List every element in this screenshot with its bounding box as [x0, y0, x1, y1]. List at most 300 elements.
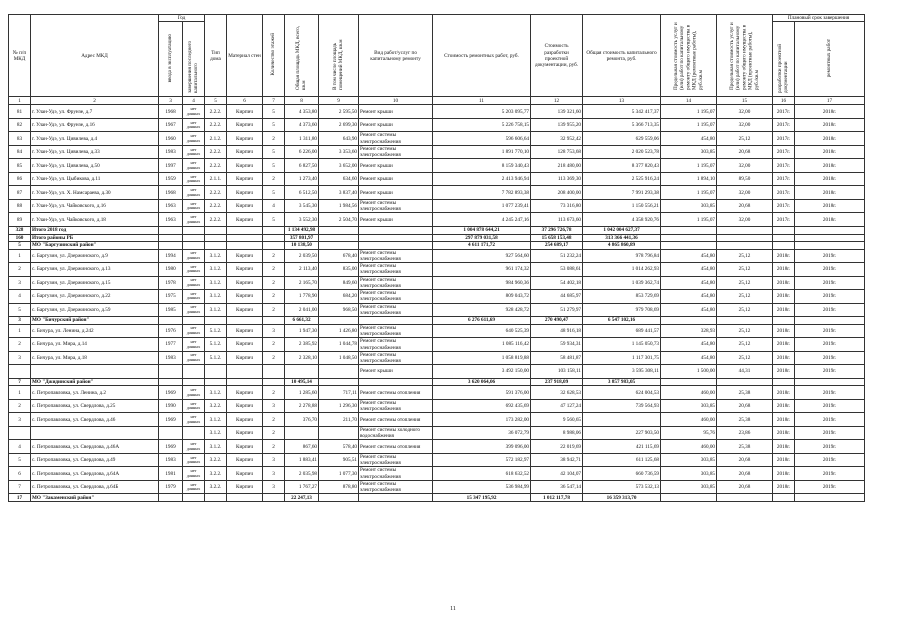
cell-floors — [263, 242, 285, 250]
column-number: 2 — [31, 97, 159, 105]
table-row — [9, 159, 865, 173]
cell-cost-repair: 36 072,79 — [433, 426, 531, 440]
col-num-header: № п/п МКД — [9, 15, 31, 97]
table-row — [9, 276, 865, 290]
column-number: 16 — [773, 97, 795, 105]
cell-cost-total: 421 115,69 — [583, 440, 661, 454]
cell-limit-design — [717, 378, 773, 386]
cell-plan-repair: 2019г. — [795, 324, 865, 338]
cell-limit-design: 25,12 — [717, 249, 773, 263]
cell-limit-repair: 460,00 — [661, 386, 717, 400]
cell-area-total: 1 883,41 — [285, 453, 319, 467]
cell-area-res — [319, 378, 359, 386]
col-limit1-header: Предельная стоимость услуг и (или) работ по капитальному ремонту общего имущества в МКД (ремонтные работы), руб./кв.м — [661, 15, 717, 97]
cell-work-kind: Ремонт системы электроснабжения — [359, 249, 433, 263]
cell-wall-material — [227, 242, 263, 250]
cell-cost-repair: 5 203 095,77 — [433, 105, 531, 119]
cell-limit-repair: 303,85 — [661, 453, 717, 467]
cell-limit-repair: 1 195,07 — [661, 159, 717, 173]
cell-cost-design: 51 232,24 — [531, 249, 583, 263]
cell-wall-material — [227, 234, 263, 242]
cell-cost-design: 32 628,53 — [531, 386, 583, 400]
cell-area-res: 968,50 — [319, 303, 359, 317]
cell-wall-material: Кирпич — [227, 399, 263, 413]
cell-house-type — [205, 317, 227, 325]
cell-limit-repair: 454,80 — [661, 249, 717, 263]
cell-cost-repair: 6 276 611,69 — [433, 317, 531, 325]
col-material-header: Материал стен — [227, 15, 263, 97]
table-row — [9, 199, 865, 213]
cell-row-num: 86 — [9, 172, 31, 186]
cell-cost-repair: 297 879 031,58 — [433, 234, 531, 242]
total-row — [9, 494, 865, 502]
cell-cost-total: 5 342 417,37 — [583, 105, 661, 119]
cell-limit-design: 44,31 — [717, 365, 773, 379]
cell-cost-design: 42 104,07 — [531, 467, 583, 481]
column-number: 9 — [319, 97, 359, 105]
cell-plan-design: 2018г. — [773, 303, 795, 317]
cell-limit-repair — [661, 317, 717, 325]
cell-year-built: 1977 — [159, 338, 183, 352]
cell-area-res — [319, 317, 359, 325]
cell-area-total: 6 226,00 — [285, 145, 319, 159]
cell-plan-repair — [795, 234, 865, 242]
cell-row-num: 7 — [9, 480, 31, 494]
cell-wall-material: Кирпич — [227, 105, 263, 119]
cell-plan-repair: 2019г. — [795, 290, 865, 304]
col-address-header: Адрес МКД — [31, 15, 159, 97]
cell-year-built: 1978 — [159, 276, 183, 290]
cell-plan-design: 2018г. — [773, 467, 795, 481]
cell-work-kind: Ремонт системы электроснабжения — [359, 145, 433, 159]
cell-cost-total: 1 039 362,74 — [583, 276, 661, 290]
cell-plan-repair: 2019г. — [795, 365, 865, 379]
cell-year-built: 1983 — [159, 145, 183, 159]
col-plan-design-header: разработки проектной документации — [773, 22, 795, 97]
cell-area-res — [319, 365, 359, 379]
cell-work-kind — [359, 242, 433, 250]
cell-row-num: 17 — [9, 494, 31, 502]
cell-year-last — [183, 234, 205, 242]
col-plan-group-header: Плановый срок завершения — [773, 15, 865, 22]
cell-work-kind: Ремонт системы электроснабжения — [359, 351, 433, 365]
cell-area-total: 3 545,30 — [285, 199, 319, 213]
column-number: 3 — [159, 97, 183, 105]
col-plan-repair-header: ремонтных работ — [795, 22, 865, 97]
cell-year-last: нет данных — [183, 480, 205, 494]
cell-year-built — [159, 494, 183, 502]
cell-limit-repair: 454,80 — [661, 132, 717, 146]
cell-house-type — [205, 494, 227, 502]
cell-cost-total: 1 042 004 627,37 — [583, 226, 661, 234]
cell-wall-material: Кирпич — [227, 249, 263, 263]
cell-cost-design: 58 481,87 — [531, 351, 583, 365]
table-row — [9, 172, 865, 186]
cell-floors: 2 — [263, 303, 285, 317]
cell-cost-design: 32 952,42 — [531, 132, 583, 146]
cell-house-type: 3.1.2. — [205, 303, 227, 317]
cell-year-built: 1985 — [159, 303, 183, 317]
cell-year-last — [183, 426, 205, 440]
cell-row-num: 1 — [9, 386, 31, 400]
cell-cost-total: 6 547 102,16 — [583, 317, 661, 325]
cell-plan-design: 2017г. — [773, 199, 795, 213]
cell-year-built — [159, 226, 183, 234]
cell-cost-total: 1 117 301,75 — [583, 351, 661, 365]
cell-wall-material: Кирпич — [227, 453, 263, 467]
cell-plan-repair: 2019г. — [795, 303, 865, 317]
cell-plan-repair: 2019г. — [795, 276, 865, 290]
cell-year-last: нет данных — [183, 145, 205, 159]
cell-plan-repair: 2018г. — [795, 159, 865, 173]
cell-row-num: 1 — [9, 324, 31, 338]
column-number: 17 — [795, 97, 865, 105]
cell-cost-total: 689 441,57 — [583, 324, 661, 338]
cell-address: г. Улан-Удэ, ул. Чайковского, д.16 — [31, 199, 159, 213]
cell-address: с. Баргузин, ул. Дзержинского, д.13 — [31, 263, 159, 277]
cell-year-built: 1969 — [159, 440, 183, 454]
cell-plan-repair: 2018г. — [795, 145, 865, 159]
table-row — [9, 480, 865, 494]
cell-address: г. Улан-Удэ, ул. Цыбикова, д.11 — [31, 172, 159, 186]
cell-limit-design: 25,12 — [717, 351, 773, 365]
cell-limit-repair: 303,85 — [661, 199, 717, 213]
cell-address — [31, 426, 159, 440]
cell-cost-repair: 1 891 770,10 — [433, 145, 531, 159]
col-cost-total-header: Общая стоимость капитального ремонта, руб. — [583, 15, 661, 97]
cell-cost-total: 739 564,93 — [583, 399, 661, 413]
cell-year-built — [159, 378, 183, 386]
cell-limit-design — [717, 234, 773, 242]
cell-cost-total: 1 145 050,73 — [583, 338, 661, 352]
cell-year-built: 1976 — [159, 324, 183, 338]
cell-floors: 2 — [263, 172, 285, 186]
cell-limit-design: 20,68 — [717, 399, 773, 413]
cell-cost-design: 8 988,06 — [531, 426, 583, 440]
cell-plan-repair — [795, 226, 865, 234]
cell-cost-total: 611 125,68 — [583, 453, 661, 467]
cell-plan-repair: 2018г. — [795, 199, 865, 213]
col-area-total-header: Общая площадь МКД, всего, кв.м — [285, 15, 319, 97]
cell-house-type: 3.1.2. — [205, 386, 227, 400]
cell-limit-repair: 454,80 — [661, 276, 717, 290]
cell-year-built — [159, 234, 183, 242]
cell-area-res: 717,11 — [319, 386, 359, 400]
cell-area-total: 4 373,60 — [285, 118, 319, 132]
cell-year-built: 1963 — [159, 213, 183, 227]
cell-plan-repair: 2019г. — [795, 467, 865, 481]
cell-year-last: нет данных — [183, 213, 205, 227]
cell-year-built: 1975 — [159, 290, 183, 304]
column-number: 11 — [433, 97, 531, 105]
cell-row-num: 83 — [9, 132, 31, 146]
cell-cost-design: 51 279,97 — [531, 303, 583, 317]
cell-area-res: 578,40 — [319, 440, 359, 454]
column-number: 15 — [717, 97, 773, 105]
cell-wall-material: Кирпич — [227, 386, 263, 400]
cell-cost-design: 37 296 726,78 — [531, 226, 583, 234]
cell-address: с. Петропавловка, ул. Свердлова, д.64Б — [31, 480, 159, 494]
col-year-last-header: завершения последнего капитального — [183, 22, 205, 97]
cell-limit-repair — [661, 494, 717, 502]
cell-floors: 5 — [263, 213, 285, 227]
cell-limit-repair: 1 195,07 — [661, 118, 717, 132]
cell-floors: 2 — [263, 413, 285, 427]
cell-limit-design — [717, 226, 773, 234]
cell-plan-repair: 2018г. — [795, 213, 865, 227]
cell-row-num: 87 — [9, 186, 31, 200]
cell-area-total: 1 285,60 — [285, 386, 319, 400]
cell-cost-repair: 640 525,39 — [433, 324, 531, 338]
cell-plan-design: 2018г. — [773, 290, 795, 304]
cell-cost-design: 237 918,09 — [531, 378, 583, 386]
cell-row-num — [9, 426, 31, 440]
cell-plan-design: 2018г. — [773, 386, 795, 400]
cell-work-kind: Ремонт крыши — [359, 365, 433, 379]
table-row — [9, 118, 865, 132]
cell-house-type: 3.1.2. — [205, 263, 227, 277]
cell-year-built — [159, 242, 183, 250]
cell-limit-repair: 1 195,07 — [661, 213, 717, 227]
cell-house-type: 2.1.2. — [205, 132, 227, 146]
cell-plan-repair — [795, 242, 865, 250]
cell-area-total: 1 778,90 — [285, 290, 319, 304]
cell-limit-design: 25,12 — [717, 338, 773, 352]
cell-floors — [263, 365, 285, 379]
cell-year-built: 1959 — [159, 172, 183, 186]
cell-year-built: 1960 — [159, 132, 183, 146]
total-row — [9, 234, 865, 242]
cell-wall-material: Кирпич — [227, 426, 263, 440]
cell-plan-design: 2017г. — [773, 145, 795, 159]
cell-cost-repair: 1 004 878 644,21 — [433, 226, 531, 234]
cell-cost-repair: 618 632,52 — [433, 467, 531, 481]
cell-cost-repair: 5 226 758,15 — [433, 118, 531, 132]
cell-year-last: нет данных — [183, 105, 205, 119]
cell-house-type: 3.1.2. — [205, 440, 227, 454]
cell-house-type — [205, 226, 227, 234]
col-year-built-header: ввода в эксплуатацию — [159, 22, 183, 97]
cell-work-kind — [359, 317, 433, 325]
cell-year-last: нет данных — [183, 263, 205, 277]
cell-area-res: 2 504,70 — [319, 213, 359, 227]
cell-house-type: 2.2.2. — [205, 159, 227, 173]
cell-area-res: 1 044,78 — [319, 338, 359, 352]
cell-area-total: 2 039,50 — [285, 249, 319, 263]
cell-year-built: 1997 — [159, 159, 183, 173]
cell-wall-material: Кирпич — [227, 263, 263, 277]
cell-year-last — [183, 365, 205, 379]
cell-floors: 2 — [263, 276, 285, 290]
cell-year-last: нет данных — [183, 467, 205, 481]
cell-area-total: 6 827,50 — [285, 159, 319, 173]
cell-wall-material — [227, 378, 263, 386]
cell-plan-repair: 2018г. — [795, 172, 865, 186]
cell-limit-repair: 460,00 — [661, 413, 717, 427]
cell-area-total: 2 165,70 — [285, 276, 319, 290]
cell-limit-repair: 303,85 — [661, 399, 717, 413]
cell-year-built: 1979 — [159, 480, 183, 494]
cell-wall-material: Кирпич — [227, 440, 263, 454]
cell-house-type: 3.2.2. — [205, 453, 227, 467]
cell-plan-design: 2018г. — [773, 365, 795, 379]
cell-plan-design: 2018г. — [773, 440, 795, 454]
cell-row-num: 3 — [9, 276, 31, 290]
cell-limit-repair — [661, 378, 717, 386]
column-number: 8 — [285, 97, 319, 105]
cell-year-last: нет данных — [183, 399, 205, 413]
cell-cost-total: 8 377 820,43 — [583, 159, 661, 173]
cell-cost-design: 1 012 117,78 — [531, 494, 583, 502]
cell-area-res — [319, 426, 359, 440]
cell-year-built — [159, 317, 183, 325]
cell-area-total: 10 495,14 — [285, 378, 319, 386]
cell-limit-repair: 1 195,07 — [661, 105, 717, 119]
cell-area-total — [285, 426, 319, 440]
cell-plan-design: 2017г. — [773, 186, 795, 200]
table-row — [9, 186, 865, 200]
cell-area-res: 1 048,50 — [319, 351, 359, 365]
cell-floors: 2 — [263, 440, 285, 454]
cell-year-built: 1990 — [159, 399, 183, 413]
cell-cost-repair: 3 492 150,00 — [433, 365, 531, 379]
table-row — [9, 290, 865, 304]
cell-plan-design: 2017г. — [773, 118, 795, 132]
cell-limit-design: 25,12 — [717, 276, 773, 290]
cell-house-type: 5.1.2. — [205, 351, 227, 365]
cell-year-last — [183, 378, 205, 386]
cell-cost-design: 103 158,11 — [531, 365, 583, 379]
cell-wall-material — [227, 317, 263, 325]
cell-house-type: 3.2.2. — [205, 399, 227, 413]
column-number: 4 — [183, 97, 205, 105]
cell-wall-material — [227, 226, 263, 234]
cell-limit-design: 32,00 — [717, 186, 773, 200]
cell-year-built: 1994 — [159, 249, 183, 263]
cell-row-num: 89 — [9, 213, 31, 227]
cell-plan-repair: 2019г. — [795, 263, 865, 277]
cell-plan-repair: 2019г. — [795, 249, 865, 263]
cell-limit-design: 20,68 — [717, 145, 773, 159]
cell-limit-design: 20,68 — [717, 453, 773, 467]
cell-floors: 2 — [263, 263, 285, 277]
cell-year-last: нет данных — [183, 118, 205, 132]
cell-row-num: 84 — [9, 145, 31, 159]
cell-address: с. Баргузин, ул. Дзержинского, д.15 — [31, 276, 159, 290]
cell-limit-repair: 454,80 — [661, 290, 717, 304]
cell-plan-repair: 2019г. — [795, 399, 865, 413]
cell-limit-repair: 454,80 — [661, 303, 717, 317]
cell-house-type: 3.1.2. — [205, 413, 227, 427]
cell-area-total: 2 328,10 — [285, 351, 319, 365]
cell-area-total: 1 311,80 — [285, 132, 319, 146]
cell-cost-total: 7 991 293,38 — [583, 186, 661, 200]
cell-year-built — [159, 426, 183, 440]
cell-house-type — [205, 242, 227, 250]
cell-limit-repair — [661, 242, 717, 250]
cell-year-last: нет данных — [183, 276, 205, 290]
cell-floors: 2 — [263, 426, 285, 440]
cell-row-num: 5 — [9, 242, 31, 250]
cell-work-kind: Ремонт крыши — [359, 172, 433, 186]
cell-area-total: 3 552,30 — [285, 213, 319, 227]
cell-plan-design — [773, 494, 795, 502]
cell-wall-material: Кирпич — [227, 199, 263, 213]
cell-limit-repair — [661, 226, 717, 234]
cell-house-type: 5.1.2. — [205, 338, 227, 352]
cell-area-res: 878,80 — [319, 480, 359, 494]
cell-year-last: нет данных — [183, 453, 205, 467]
cell-row-num: 85 — [9, 159, 31, 173]
cell-house-type: 3.1.2. — [205, 426, 227, 440]
table-row — [9, 467, 865, 481]
cell-floors: 2 — [263, 338, 285, 352]
table-body — [9, 105, 865, 502]
table-row — [9, 351, 865, 365]
cell-cost-design: 15 658 153,48 — [531, 234, 583, 242]
table-row — [9, 213, 865, 227]
cell-work-kind: Ремонт крыши — [359, 186, 433, 200]
cell-year-built: 1983 — [159, 351, 183, 365]
cell-cost-total: 1 014 262,93 — [583, 263, 661, 277]
table-row — [9, 263, 865, 277]
cell-house-type: 2.2.2. — [205, 105, 227, 119]
cell-floors — [263, 494, 285, 502]
table-row — [9, 399, 865, 413]
cell-work-kind: Ремонт системы холодного водоснабжения — [359, 426, 433, 440]
cell-year-last: нет данных — [183, 159, 205, 173]
cell-area-res: 1 984,56 — [319, 199, 359, 213]
cell-address: с. Бичура, ул. Ленина, д.242 — [31, 324, 159, 338]
cell-area-res: 3 353,60 — [319, 145, 359, 159]
cell-row-num: 82 — [9, 118, 31, 132]
cell-work-kind: Ремонт системы электроснабжения — [359, 290, 433, 304]
cell-work-kind: Ремонт системы электроснабжения — [359, 399, 433, 413]
cell-plan-repair: 2019г. — [795, 413, 865, 427]
cell-plan-repair: 2018г. — [795, 186, 865, 200]
cell-wall-material: Кирпич — [227, 324, 263, 338]
cell-plan-repair — [795, 317, 865, 325]
cell-cost-total: 3 595 308,11 — [583, 365, 661, 379]
table-row — [9, 338, 865, 352]
cell-address: с. Бичура, ул. Мира, д.14 — [31, 338, 159, 352]
cell-plan-design — [773, 234, 795, 242]
cell-wall-material — [227, 365, 263, 379]
cell-cost-repair: 1 077 239,41 — [433, 199, 531, 213]
col-floors-header: Количество этажей — [263, 15, 285, 97]
cell-work-kind: Ремонт системы электроснабжения — [359, 276, 433, 290]
cell-area-res — [319, 234, 359, 242]
cell-address — [31, 365, 159, 379]
cell-cost-total: 1 150 556,21 — [583, 199, 661, 213]
cell-area-total: 357 801,97 — [285, 234, 319, 242]
cell-wall-material — [227, 494, 263, 502]
cell-cost-design: 113 673,60 — [531, 213, 583, 227]
cell-work-kind — [359, 378, 433, 386]
cell-house-type: 3.1.2. — [205, 290, 227, 304]
cell-work-kind: Ремонт крыши — [359, 118, 433, 132]
cell-cost-design: 270 490,47 — [531, 317, 583, 325]
cell-cost-design: 48 916,18 — [531, 324, 583, 338]
cell-house-type: 5.1.2. — [205, 324, 227, 338]
cell-limit-repair: 95,76 — [661, 426, 717, 440]
cell-limit-design — [717, 494, 773, 502]
cell-limit-design: 25,12 — [717, 263, 773, 277]
cell-wall-material: Кирпич — [227, 480, 263, 494]
cell-year-last — [183, 226, 205, 234]
cell-house-type — [205, 365, 227, 379]
cell-row-num: 2 — [9, 399, 31, 413]
